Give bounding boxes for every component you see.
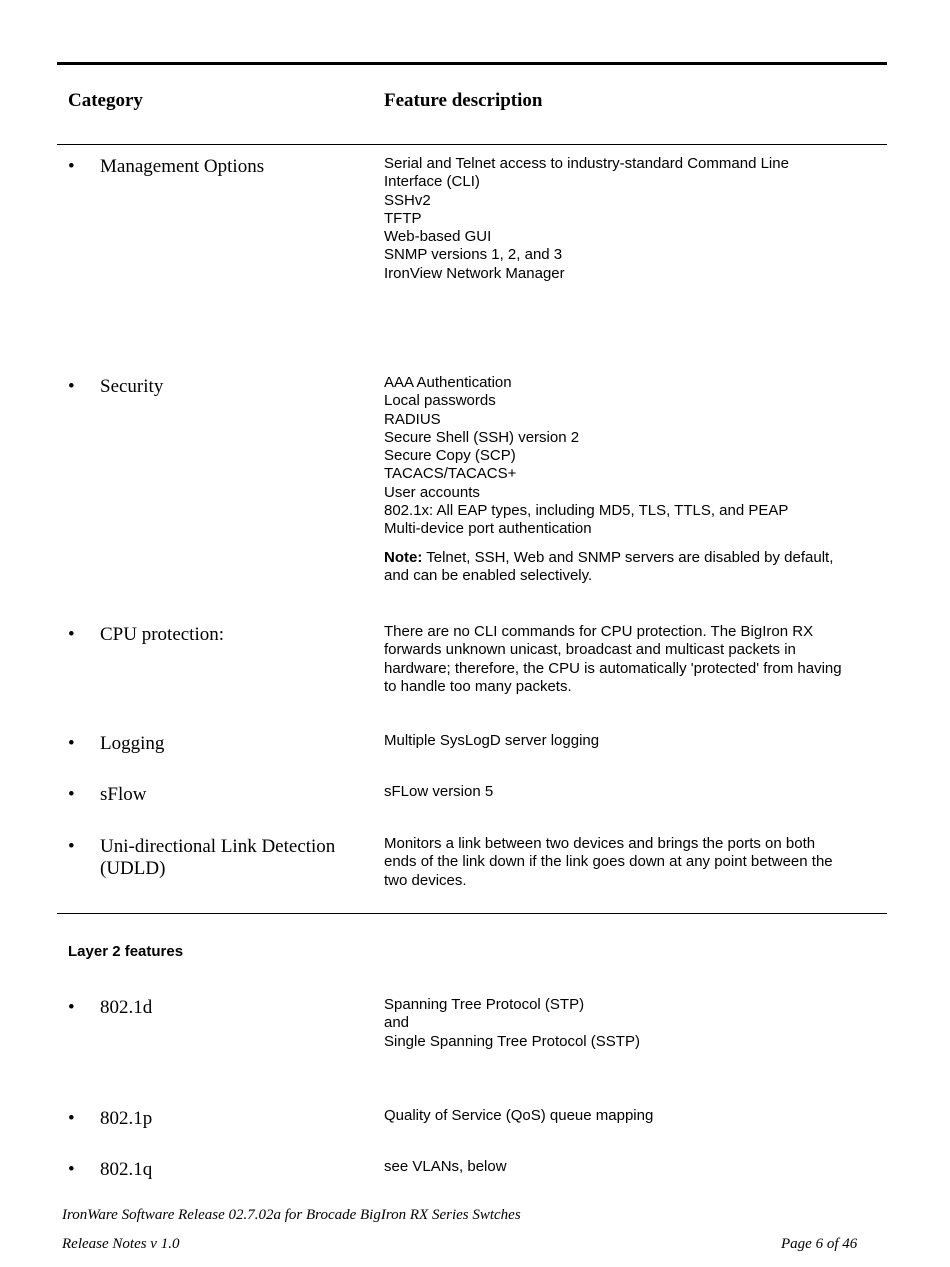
feature-line: IronView Network Manager [384, 264, 565, 282]
category-management-options [68, 156, 368, 178]
category-label: (UDLD) [100, 858, 166, 879]
bullet: • [68, 733, 75, 754]
category-sflow [68, 784, 368, 806]
feature-line: Secure Copy (SCP) [384, 447, 516, 465]
feature-line: two devices. [384, 871, 467, 889]
feature-line: Secure Shell (SSH) version 2 [384, 428, 580, 446]
feature-line: TACACS/TACACS+ [384, 465, 517, 483]
feature-line: TFTP [384, 209, 422, 227]
feature-line: hardware; therefore, the CPU is automatically 'protected' from having [384, 659, 842, 677]
feature-line: Single Spanning Tree Protocol (SSTP) [384, 1032, 640, 1050]
feature-sflow [384, 783, 879, 801]
feature-line: ends of the link down if the link goes down at any point between the [384, 853, 833, 871]
feature-line: and [384, 1014, 410, 1032]
feature-line: see VLANs, below [384, 1158, 507, 1175]
feature-line: Monitors a link between two devices and brings the ports on both [384, 835, 816, 852]
footer-title: IronWare Software Release 02.7.02a for Brocade BigIron RX Series Swtches [62, 1207, 521, 1223]
category-label: 802.1d [100, 997, 153, 1018]
feature-802-1p [384, 1107, 879, 1125]
category-802-1q [68, 1159, 368, 1181]
category-label: CPU protection: [100, 624, 225, 645]
bullet: • [68, 624, 75, 645]
feature-line: SSHv2 [384, 191, 431, 209]
feature-802-1d [384, 996, 879, 1051]
feature-security [384, 374, 879, 585]
feature-line: Quality of Service (QoS) queue mapping [384, 1107, 654, 1124]
bullet: • [68, 997, 75, 1018]
feature-802-1q [384, 1158, 879, 1176]
feature-line: Multi-device port authentication [384, 520, 592, 538]
feature-line: Serial and Telnet access to industry-standard Command Line [384, 155, 789, 172]
feature-line: Multiple SysLogD server logging [384, 732, 600, 749]
category-udld [68, 836, 368, 880]
feature-line: to handle too many packets. [384, 677, 572, 695]
header-rule [57, 144, 887, 145]
note-label: Note: [384, 548, 423, 566]
feature-udld [384, 835, 879, 890]
feature-line: RADIUS [384, 410, 441, 428]
feature-cpu-protection [384, 623, 879, 696]
category-label: Uni-directional Link Detection [100, 836, 336, 857]
note-line: and can be enabled selectively. [384, 566, 593, 584]
category-label: 802.1q [100, 1159, 153, 1180]
feature-line: Local passwords [384, 392, 496, 410]
feature-logging [384, 732, 879, 750]
feature-line: 802.1x: All EAP types, including MD5, TLS, TTLS, and PEAP [384, 502, 789, 520]
category-label: sFlow [100, 784, 147, 805]
category-label: 802.1p [100, 1108, 153, 1129]
top-rule [57, 62, 887, 65]
category-cpu-protection [68, 624, 368, 646]
bullet: • [68, 1159, 75, 1180]
feature-line: User accounts [384, 483, 480, 501]
feature-line: AAA Authentication [384, 374, 512, 391]
note-line [384, 549, 879, 567]
feature-line: SNMP versions 1, 2, and 3 [384, 246, 563, 264]
bullet: • [68, 836, 75, 857]
category-header: Category [68, 90, 143, 111]
category-label: Management Options [100, 156, 265, 177]
footer-page-number: Page 6 of 46 [781, 1236, 858, 1252]
security-note [384, 549, 879, 586]
feature-line: Spanning Tree Protocol (STP) [384, 996, 585, 1013]
bullet: • [68, 1108, 75, 1129]
section-rule [57, 913, 887, 914]
category-label: Security [100, 376, 164, 397]
footer-version: Release Notes v 1.0 [62, 1236, 180, 1252]
category-802-1p [68, 1108, 368, 1130]
feature-management-options [384, 155, 879, 283]
feature-header: Feature description [384, 90, 543, 111]
section-title: Layer 2 features [68, 943, 184, 960]
feature-line: forwards unknown unicast, broadcast and multicast packets in [384, 641, 796, 659]
feature-line: sFLow version 5 [384, 783, 494, 800]
category-logging [68, 733, 368, 755]
feature-line: Web-based GUI [384, 228, 492, 246]
category-security [68, 376, 368, 398]
feature-line: There are no CLI commands for CPU protection. The BigIron RX [384, 623, 814, 640]
bullet: • [68, 376, 75, 397]
bullet: • [68, 784, 75, 805]
category-label: Logging [100, 733, 165, 754]
note-text: Telnet, SSH, Web and SNMP servers are disabled by default, [422, 548, 834, 566]
feature-line: Interface (CLI) [384, 173, 480, 191]
bullet: • [68, 156, 75, 177]
category-802-1d [68, 997, 368, 1019]
